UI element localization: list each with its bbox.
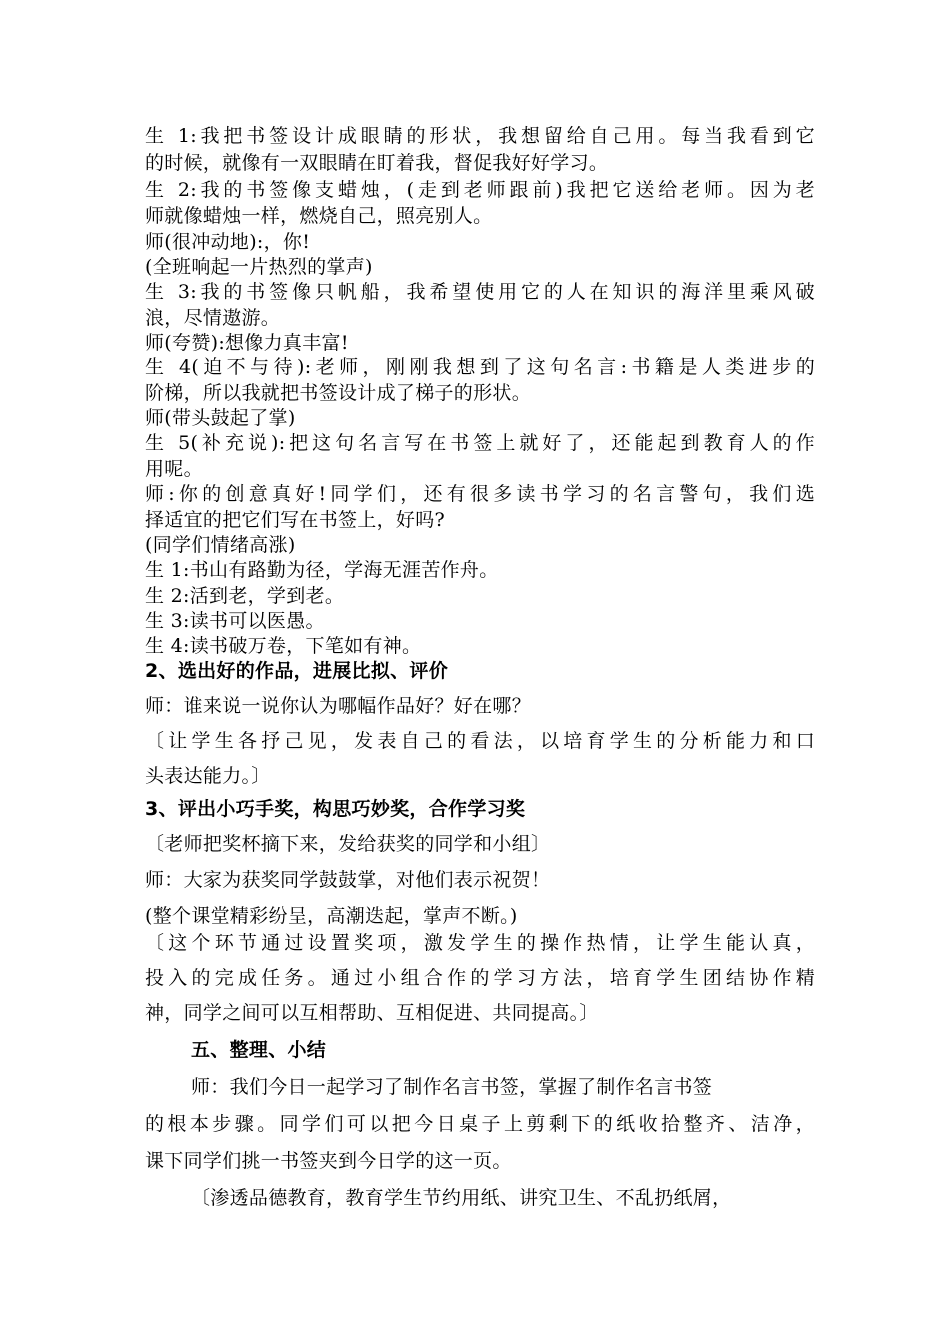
section-heading: 五、整理、小结 [191, 1039, 327, 1061]
dialogue-line: 师就像蜡烛一样，燃烧自己，照亮别人。 [145, 205, 493, 227]
dialogue-line: 师(带头鼓起了掌) [145, 407, 296, 429]
dialogue-line: 生 3:我的书签像只帆船，我希望使用它的人在知识的海洋里乘风破 [145, 281, 815, 303]
dialogue-line: 择适宜的把它们写在书签上，好吗? [145, 509, 445, 531]
dialogue-line: 师(很冲动地):，你! [145, 231, 311, 253]
dialogue-line: 生 2:我的书签像支蜡烛，(走到老师跟前)我把它送给老师。因为老 [145, 179, 815, 201]
dialogue-line: 阶梯，所以我就把书签设计成了梯子的形状。 [145, 382, 532, 404]
paragraph-line: 的根本步骤。同学们可以把今日桌子上剪剩下的纸收拾整齐、洁净， [145, 1113, 815, 1135]
paragraph-line: 投入的完成任务。通过小组合作的学习方法，培育学生团结协作精 [145, 967, 815, 989]
dialogue-line: 浪，尽情遨游。 [145, 307, 281, 329]
dialogue-line: 生 4(迫不与待):老师，刚刚我想到了这句名言:书籍是人类进步的 [145, 356, 815, 378]
dialogue-line: 生 4:读书破万卷，下笔如有神。 [145, 635, 422, 657]
paragraph-line: 神，同学之间可以互相帮助、互相促进、共同提高。〕 [145, 1002, 599, 1024]
paragraph-line: 〔老师把奖杯摘下来，发给获奖的同学和小组〕 [145, 833, 551, 855]
dialogue-line: 师:你的创意真好!同学们，还有很多读书学习的名言警句，我们选 [145, 483, 815, 505]
section-heading: 2、选出好的作品，进展比拟、评价 [145, 660, 449, 682]
paragraph-line: 课下同学们挑一书签夹到今日学的这一页。 [145, 1150, 512, 1172]
paragraph-line: 师：谁来说一说你认为哪幅作品好？好在哪？ [145, 695, 532, 717]
paragraph-line: 师：我们今日一起学习了制作名言书签，掌握了制作名言书签 [191, 1076, 713, 1098]
section-heading: 3、评出小巧手奖，构思巧妙奖，合作学习奖 [145, 798, 526, 820]
dialogue-line: 的时候，就像有一双眼睛在盯着我，督促我好好学习。 [145, 152, 609, 174]
dialogue-line: 用呢。 [145, 458, 203, 480]
dialogue-line: 生 2:活到老，学到老。 [145, 585, 345, 607]
paragraph-line: 头表达能力。〕 [145, 765, 271, 787]
dialogue-line: (同学们情绪高涨) [145, 534, 296, 556]
dialogue-line: 生 1:我把书签设计成眼睛的形状，我想留给自己用。每当我看到它 [145, 125, 815, 147]
dialogue-line: 师(夸赞):想像力真丰富! [145, 332, 349, 354]
dialogue-line: (全班响起一片热烈的掌声) [145, 256, 373, 278]
dialogue-line: 生 5(补充说):把这句名言写在书签上就好了，还能起到教育人的作 [145, 432, 815, 454]
paragraph-line: 〔让学生各抒己见，发表自己的看法，以培育学生的分析能力和口 [145, 730, 815, 752]
paragraph-line: 〔这个环节通过设置奖项，激发学生的操作热情，让学生能认真， [145, 932, 815, 954]
paragraph-line: 师：大家为获奖同学鼓鼓掌，对他们表示祝贺！ [145, 869, 551, 891]
dialogue-line: 生 1:书山有路勤为径，学海无涯苦作舟。 [145, 559, 499, 581]
paragraph-line: (整个课堂精彩纷呈，高潮迭起，掌声不断。) [145, 905, 518, 927]
paragraph-line: 〔渗透品德教育，教育学生节约用纸、讲究卫生、不乱扔纸屑， [191, 1187, 732, 1209]
dialogue-line: 生 3:读书可以医愚。 [145, 610, 325, 632]
